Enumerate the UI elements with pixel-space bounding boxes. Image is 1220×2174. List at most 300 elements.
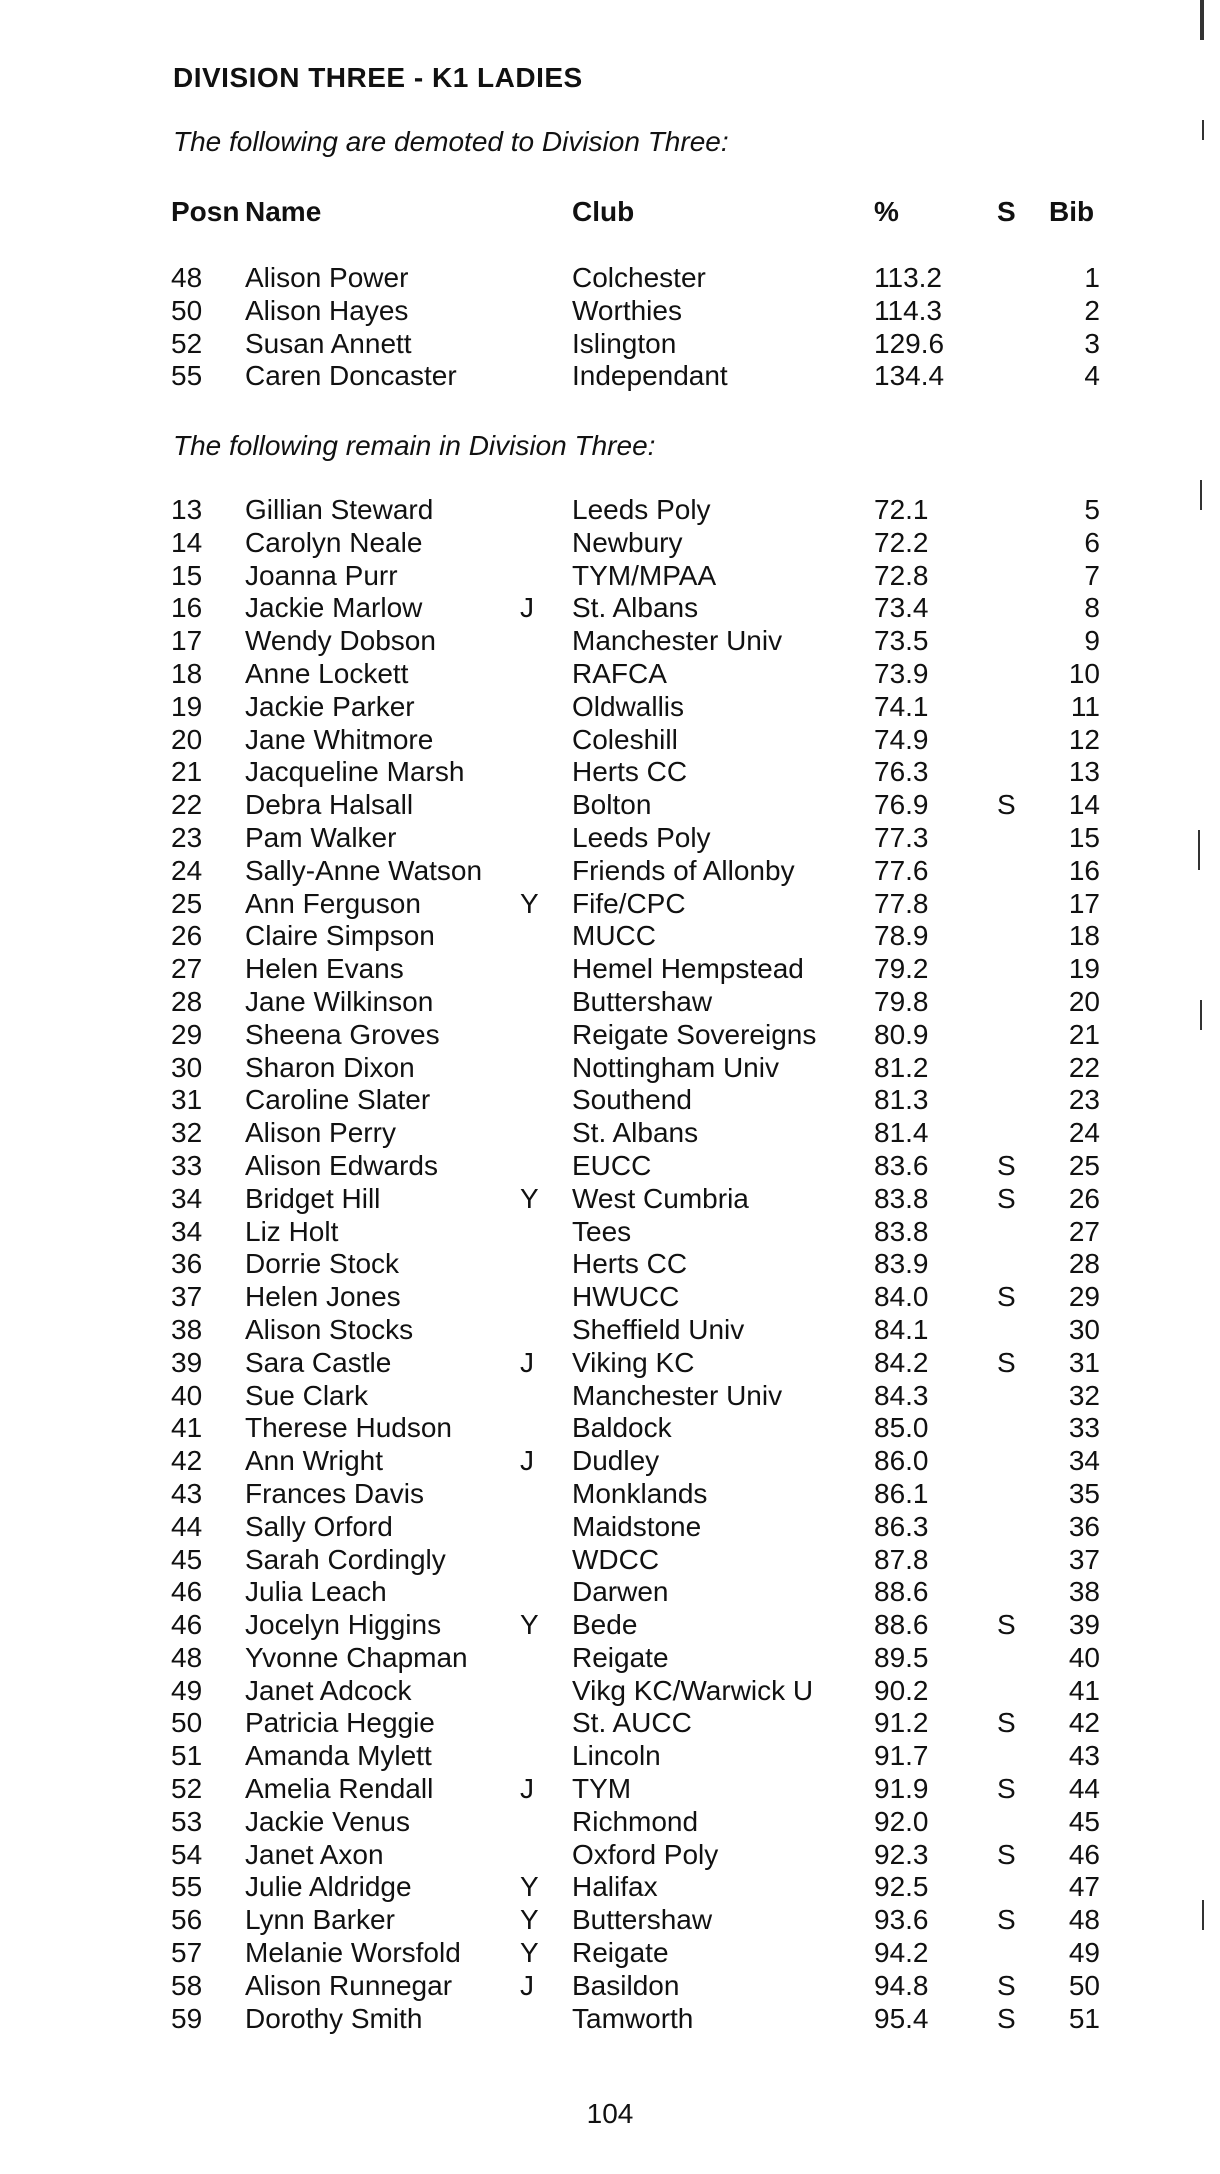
club-cell: Bede xyxy=(572,1609,638,1641)
name-cell: Alison Edwards xyxy=(245,1149,438,1181)
percent-cell: 95.4 xyxy=(874,2002,929,2034)
table-row xyxy=(0,1576,1220,1609)
table-row xyxy=(0,1216,1220,1249)
name-cell: Claire Simpson xyxy=(245,920,435,952)
posn-cell: 26 xyxy=(171,920,203,952)
table-row xyxy=(0,1052,1220,1085)
page-edge-marks xyxy=(1180,0,1220,2174)
bib-cell: 41 xyxy=(1068,1674,1100,1706)
posn-cell: 55 xyxy=(171,1871,203,1903)
percent-cell: 77.6 xyxy=(874,854,929,886)
bib-cell: 29 xyxy=(1068,1281,1100,1313)
percent-cell: 77.3 xyxy=(874,821,929,853)
bib-cell: 45 xyxy=(1068,1805,1100,1837)
s-flag-cell: S xyxy=(997,2002,1016,2034)
bib-cell: 34 xyxy=(1068,1445,1100,1477)
bib-cell: 36 xyxy=(1068,1510,1100,1542)
name-cell: Caren Doncaster xyxy=(245,360,457,392)
club-cell: Vikg KC/Warwick U xyxy=(572,1674,814,1706)
club-cell: Coleshill xyxy=(572,723,678,755)
percent-cell: 83.6 xyxy=(874,1149,929,1181)
posn-cell: 54 xyxy=(171,1838,203,1870)
name-cell: Yvonne Chapman xyxy=(245,1641,468,1673)
bib-cell: 16 xyxy=(1068,854,1100,886)
club-cell: Viking KC xyxy=(572,1346,695,1378)
club-cell: Leeds Poly xyxy=(572,494,711,525)
table-row xyxy=(0,1740,1220,1773)
percent-cell: 80.9 xyxy=(874,1018,929,1050)
table-row xyxy=(0,1675,1220,1708)
category-cell: J xyxy=(520,1346,534,1378)
name-cell: Anne Lockett xyxy=(245,657,409,689)
posn-cell: 22 xyxy=(171,789,203,821)
percent-cell: 134.4 xyxy=(874,360,945,392)
col-bib-header: Bib xyxy=(1049,196,1095,227)
percent-cell: 84.3 xyxy=(874,1379,929,1411)
percent-cell: 72.2 xyxy=(874,526,929,558)
percent-cell: 79.8 xyxy=(874,985,929,1017)
bib-cell: 39 xyxy=(1068,1609,1100,1641)
name-cell: Gillian Steward xyxy=(245,494,434,525)
table-row xyxy=(0,1117,1220,1150)
percent-cell: 93.6 xyxy=(874,1904,929,1936)
s-flag-cell: S xyxy=(997,1707,1016,1739)
bib-cell: 24 xyxy=(1068,1117,1100,1149)
percent-cell: 86.1 xyxy=(874,1477,929,1509)
percent-cell: 86.3 xyxy=(874,1510,929,1542)
bib-cell: 33 xyxy=(1068,1412,1100,1444)
club-cell: Buttershaw xyxy=(572,985,713,1017)
percent-cell: 84.0 xyxy=(874,1281,929,1313)
club-cell: Reigate Sovereigns xyxy=(572,1018,817,1050)
club-cell: Fife/CPC xyxy=(572,887,686,919)
table-row xyxy=(0,1380,1220,1413)
posn-cell: 37 xyxy=(171,1281,203,1313)
table-row xyxy=(0,1544,1220,1577)
bib-cell: 48 xyxy=(1068,1904,1100,1936)
bib-cell: 12 xyxy=(1068,723,1100,755)
table-row xyxy=(0,494,1220,527)
bib-cell: 30 xyxy=(1068,1313,1100,1345)
name-cell: Susan Annett xyxy=(245,327,412,359)
table-row xyxy=(0,328,1220,361)
posn-cell: 41 xyxy=(171,1412,203,1444)
bib-cell: 32 xyxy=(1068,1379,1100,1411)
name-cell: Debra Halsall xyxy=(245,789,414,821)
name-cell: Sally Orford xyxy=(245,1510,393,1542)
posn-cell: 45 xyxy=(171,1543,203,1575)
club-cell: Maidstone xyxy=(572,1510,702,1542)
page-number: 104 xyxy=(586,2098,634,2129)
bib-cell: 23 xyxy=(1068,1084,1100,1116)
category-cell: Y xyxy=(520,887,539,919)
table-row xyxy=(0,1904,1220,1937)
name-cell: Helen Jones xyxy=(245,1281,401,1313)
name-cell: Jacqueline Marsh xyxy=(245,756,465,788)
name-cell: Sharon Dixon xyxy=(245,1051,415,1083)
name-cell: Bridget Hill xyxy=(245,1182,381,1214)
club-cell: Herts CC xyxy=(572,756,688,788)
percent-cell: 73.9 xyxy=(874,657,929,689)
bib-cell: 20 xyxy=(1068,985,1100,1017)
percent-cell: 86.0 xyxy=(874,1445,929,1477)
bib-cell: 3 xyxy=(1084,327,1100,359)
posn-cell: 15 xyxy=(171,559,203,591)
bib-cell: 4 xyxy=(1084,360,1100,392)
club-cell: Islington xyxy=(572,327,677,359)
table-row xyxy=(0,1937,1220,1970)
posn-cell: 53 xyxy=(171,1805,203,1837)
name-cell: Melanie Worsfold xyxy=(245,1937,461,1969)
club-cell: Richmond xyxy=(572,1805,699,1837)
name-cell: Wendy Dobson xyxy=(245,625,436,657)
posn-cell: 31 xyxy=(171,1084,203,1116)
bib-cell: 40 xyxy=(1068,1641,1100,1673)
bib-cell: 22 xyxy=(1068,1051,1100,1083)
club-cell: Herts CC xyxy=(572,1248,688,1280)
posn-cell: 59 xyxy=(171,2002,203,2034)
bib-cell: 47 xyxy=(1068,1871,1100,1903)
table-row xyxy=(0,1511,1220,1544)
name-cell: Dorothy Smith xyxy=(245,2002,423,2034)
posn-cell: 30 xyxy=(171,1051,203,1083)
posn-cell: 43 xyxy=(171,1477,203,1509)
table-row xyxy=(0,1019,1220,1052)
name-cell: Sheena Groves xyxy=(245,1018,440,1050)
name-cell: Julia Leach xyxy=(245,1576,387,1608)
col-club-header: Club xyxy=(572,196,635,227)
posn-cell: 33 xyxy=(171,1149,203,1181)
category-cell: Y xyxy=(520,1904,539,1936)
s-flag-cell: S xyxy=(997,1149,1016,1181)
bib-cell: 13 xyxy=(1068,756,1100,788)
name-cell: Carolyn Neale xyxy=(245,526,423,558)
club-cell: St. Albans xyxy=(572,592,699,624)
posn-cell: 50 xyxy=(171,1707,203,1739)
table-row xyxy=(0,855,1220,888)
bib-cell: 17 xyxy=(1068,887,1100,919)
name-cell: Janet Adcock xyxy=(245,1674,412,1706)
percent-cell: 73.5 xyxy=(874,625,929,657)
name-cell: Joanna Purr xyxy=(245,559,398,591)
percent-cell: 92.0 xyxy=(874,1805,929,1837)
name-cell: Dorrie Stock xyxy=(245,1248,400,1280)
demoted-list xyxy=(0,262,1220,393)
table-row xyxy=(0,789,1220,822)
posn-cell: 40 xyxy=(171,1379,203,1411)
bib-cell: 25 xyxy=(1068,1149,1100,1181)
club-cell: Tamworth xyxy=(572,2002,694,2034)
bib-cell: 44 xyxy=(1068,1773,1100,1805)
posn-cell: 25 xyxy=(171,887,203,919)
club-cell: Sheffield Univ xyxy=(572,1313,745,1345)
posn-cell: 57 xyxy=(171,1937,203,1969)
category-cell: J xyxy=(520,1773,534,1805)
bib-cell: 35 xyxy=(1068,1477,1100,1509)
name-cell: Alison Hayes xyxy=(245,294,409,326)
posn-cell: 20 xyxy=(171,723,203,755)
s-flag-cell: S xyxy=(997,1281,1016,1313)
club-cell: Newbury xyxy=(572,526,683,558)
table-row xyxy=(0,1412,1220,1445)
posn-cell: 48 xyxy=(171,1641,203,1673)
percent-cell: 78.9 xyxy=(874,920,929,952)
percent-cell: 73.4 xyxy=(874,592,929,624)
club-cell: Southend xyxy=(572,1084,692,1116)
table-row xyxy=(0,1445,1220,1478)
bib-cell: 8 xyxy=(1084,592,1100,624)
percent-cell: 91.9 xyxy=(874,1773,929,1805)
name-cell: Ann Wright xyxy=(245,1445,383,1477)
name-cell: Janet Axon xyxy=(245,1838,384,1870)
remain-intro: The following remain in Division Three: xyxy=(173,430,656,461)
name-cell: Sarah Cordingly xyxy=(245,1543,446,1575)
club-cell: St. AUCC xyxy=(572,1707,692,1739)
table-row xyxy=(0,658,1220,691)
club-cell: Colchester xyxy=(572,262,706,293)
name-cell: Helen Evans xyxy=(245,953,404,985)
posn-cell: 34 xyxy=(171,1182,203,1214)
posn-cell: 36 xyxy=(171,1248,203,1280)
percent-cell: 113.2 xyxy=(874,262,942,293)
col-s-header: S xyxy=(997,196,1016,227)
bib-cell: 51 xyxy=(1068,2002,1100,2034)
posn-cell: 21 xyxy=(171,756,203,788)
posn-cell: 46 xyxy=(171,1576,203,1608)
category-cell: Y xyxy=(520,1609,539,1641)
club-cell: Buttershaw xyxy=(572,1904,713,1936)
bib-cell: 11 xyxy=(1070,690,1100,722)
name-cell: Jackie Venus xyxy=(245,1805,410,1837)
table-row xyxy=(0,1871,1220,1904)
name-cell: Amanda Mylett xyxy=(245,1740,432,1772)
s-flag-cell: S xyxy=(997,1969,1016,2001)
percent-cell: 94.2 xyxy=(874,1937,929,1969)
percent-cell: 72.1 xyxy=(874,494,929,525)
posn-cell: 46 xyxy=(171,1609,203,1641)
percent-cell: 129.6 xyxy=(874,327,945,359)
club-cell: Tees xyxy=(572,1215,632,1247)
posn-cell: 39 xyxy=(171,1346,203,1378)
table-row xyxy=(0,1707,1220,1740)
percent-cell: 92.3 xyxy=(874,1838,929,1870)
name-cell: Alison Perry xyxy=(245,1117,396,1149)
bib-cell: 42 xyxy=(1068,1707,1100,1739)
category-cell: J xyxy=(520,592,534,624)
bib-cell: 43 xyxy=(1068,1740,1100,1772)
percent-cell: 83.8 xyxy=(874,1215,929,1247)
name-cell: Jackie Parker xyxy=(245,690,415,722)
club-cell: WDCC xyxy=(572,1543,660,1575)
table-row xyxy=(0,560,1220,593)
posn-cell: 55 xyxy=(171,360,203,392)
table-row xyxy=(0,1150,1220,1183)
percent-cell: 72.8 xyxy=(874,559,929,591)
club-cell: TYM/MPAA xyxy=(572,559,717,591)
club-cell: Hemel Hempstead xyxy=(572,953,804,985)
percent-cell: 85.0 xyxy=(874,1412,929,1444)
bib-cell: 31 xyxy=(1068,1346,1100,1378)
table-row xyxy=(0,295,1220,328)
percent-cell: 81.4 xyxy=(874,1117,929,1149)
percent-cell: 84.1 xyxy=(874,1313,929,1345)
posn-cell: 34 xyxy=(171,1215,203,1247)
bib-cell: 18 xyxy=(1068,920,1100,952)
percent-cell: 88.6 xyxy=(874,1609,929,1641)
table-row xyxy=(0,822,1220,855)
club-cell: Manchester Univ xyxy=(572,625,783,657)
posn-cell: 13 xyxy=(171,494,203,525)
club-cell: Halifax xyxy=(572,1871,658,1903)
name-cell: Liz Holt xyxy=(245,1215,339,1247)
percent-cell: 89.5 xyxy=(874,1641,929,1673)
col-pct-header: % xyxy=(874,196,899,227)
table-row xyxy=(0,1609,1220,1642)
percent-cell: 76.3 xyxy=(874,756,929,788)
col-posn-header: Posn xyxy=(171,196,240,227)
bib-cell: 46 xyxy=(1068,1838,1100,1870)
s-flag-cell: S xyxy=(997,1609,1016,1641)
club-cell: Nottingham Univ xyxy=(572,1051,779,1083)
table-row xyxy=(0,724,1220,757)
table-row xyxy=(0,1281,1220,1314)
bib-cell: 27 xyxy=(1068,1215,1100,1247)
table-row xyxy=(0,1183,1220,1216)
percent-cell: 79.2 xyxy=(874,953,929,985)
bib-cell: 2 xyxy=(1084,294,1100,326)
percent-cell: 76.9 xyxy=(874,789,929,821)
bib-cell: 49 xyxy=(1068,1937,1100,1969)
posn-cell: 24 xyxy=(171,854,203,886)
percent-cell: 74.1 xyxy=(874,690,929,722)
name-cell: Frances Davis xyxy=(245,1477,424,1509)
bib-cell: 15 xyxy=(1068,821,1100,853)
posn-cell: 28 xyxy=(171,985,203,1017)
posn-cell: 58 xyxy=(171,1969,203,2001)
posn-cell: 18 xyxy=(171,657,203,689)
club-cell: Manchester Univ xyxy=(572,1379,783,1411)
table-row xyxy=(0,756,1220,789)
name-cell: Patricia Heggie xyxy=(245,1707,435,1739)
name-cell: Alison Power xyxy=(245,262,409,293)
percent-cell: 90.2 xyxy=(874,1674,929,1706)
posn-cell: 44 xyxy=(171,1510,203,1542)
percent-cell: 81.2 xyxy=(874,1051,929,1083)
percent-cell: 83.9 xyxy=(874,1248,929,1280)
club-cell: Worthies xyxy=(572,294,682,326)
section-heading: DIVISION THREE - K1 LADIES xyxy=(173,62,583,93)
posn-cell: 27 xyxy=(171,953,203,985)
name-cell: Jackie Marlow xyxy=(245,592,423,624)
posn-cell: 19 xyxy=(171,690,203,722)
name-cell: Therese Hudson xyxy=(245,1412,453,1444)
club-cell: Darwen xyxy=(572,1576,669,1608)
bib-cell: 26 xyxy=(1068,1182,1100,1214)
table-row xyxy=(0,1806,1220,1839)
percent-cell: 87.8 xyxy=(874,1543,929,1575)
bib-cell: 37 xyxy=(1068,1543,1100,1575)
posn-cell: 42 xyxy=(171,1445,203,1477)
posn-cell: 56 xyxy=(171,1904,203,1936)
bib-cell: 19 xyxy=(1068,953,1100,985)
table-row xyxy=(0,360,1220,393)
posn-cell: 48 xyxy=(171,262,203,293)
posn-cell: 38 xyxy=(171,1313,203,1345)
table-row xyxy=(0,1347,1220,1380)
name-cell: Ann Ferguson xyxy=(245,887,421,919)
table-row xyxy=(0,953,1220,986)
s-flag-cell: S xyxy=(997,1773,1016,1805)
percent-cell: 91.7 xyxy=(874,1740,929,1772)
table-row xyxy=(0,262,1220,295)
demoted-intro: The following are demoted to Division Three: xyxy=(173,126,729,157)
col-name-header: Name xyxy=(245,196,322,227)
bib-cell: 21 xyxy=(1068,1018,1100,1050)
name-cell: Jocelyn Higgins xyxy=(245,1609,442,1641)
bib-cell: 9 xyxy=(1084,625,1100,657)
name-cell: Alison Stocks xyxy=(245,1313,414,1345)
club-cell: Monklands xyxy=(572,1477,708,1509)
table-row xyxy=(0,1248,1220,1281)
table-row xyxy=(0,1773,1220,1806)
percent-cell: 83.8 xyxy=(874,1182,929,1214)
table-row xyxy=(0,1642,1220,1675)
table-row xyxy=(0,1970,1220,2003)
club-cell: Leeds Poly xyxy=(572,821,711,853)
category-cell: Y xyxy=(520,1871,539,1903)
bib-cell: 28 xyxy=(1068,1248,1100,1280)
percent-cell: 88.6 xyxy=(874,1576,929,1608)
category-cell: J xyxy=(520,1969,534,2001)
bib-cell: 38 xyxy=(1068,1576,1100,1608)
table-row xyxy=(0,1478,1220,1511)
remain-list xyxy=(0,494,1220,2035)
club-cell: HWUCC xyxy=(572,1281,680,1313)
name-cell: Caroline Slater xyxy=(245,1084,431,1116)
table-row xyxy=(0,888,1220,921)
percent-cell: 84.2 xyxy=(874,1346,929,1378)
bib-cell: 6 xyxy=(1084,526,1100,558)
name-cell: Sally-Anne Watson xyxy=(245,854,483,886)
posn-cell: 29 xyxy=(171,1018,203,1050)
table-row xyxy=(0,986,1220,1019)
club-cell: Independant xyxy=(572,360,728,392)
club-cell: MUCC xyxy=(572,920,656,952)
table-row xyxy=(0,592,1220,625)
name-cell: Alison Runnegar xyxy=(245,1969,453,2001)
club-cell: Basildon xyxy=(572,1969,680,2001)
club-cell: Reigate xyxy=(572,1937,669,1969)
club-cell: RAFCA xyxy=(572,657,667,689)
club-cell: Friends of Allonby xyxy=(572,854,795,886)
s-flag-cell: S xyxy=(997,1904,1016,1936)
s-flag-cell: S xyxy=(997,1346,1016,1378)
club-cell: Oxford Poly xyxy=(572,1838,719,1870)
club-cell: Baldock xyxy=(572,1412,672,1444)
table-row xyxy=(0,920,1220,953)
percent-cell: 92.5 xyxy=(874,1871,929,1903)
name-cell: Julie Aldridge xyxy=(245,1871,412,1903)
posn-cell: 51 xyxy=(171,1740,203,1772)
table-row xyxy=(0,1839,1220,1872)
bib-cell: 50 xyxy=(1068,1969,1100,2001)
club-cell: Lincoln xyxy=(572,1740,661,1772)
percent-cell: 77.8 xyxy=(874,887,929,919)
table-row xyxy=(0,527,1220,560)
posn-cell: 32 xyxy=(171,1117,203,1149)
name-cell: Amelia Rendall xyxy=(245,1773,434,1805)
club-cell: EUCC xyxy=(572,1149,652,1181)
